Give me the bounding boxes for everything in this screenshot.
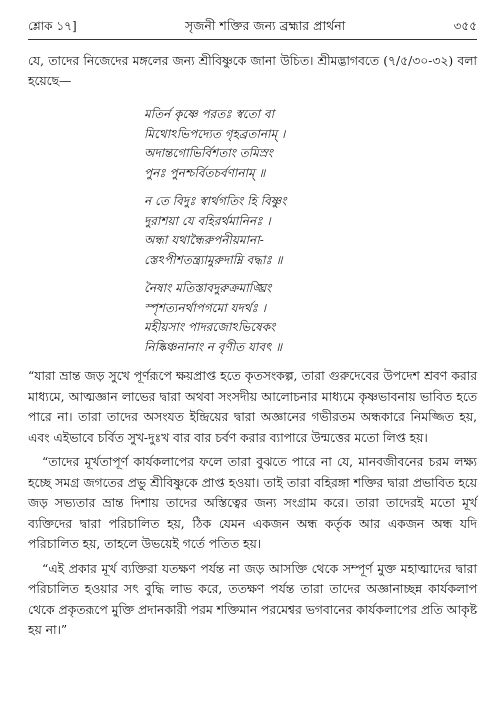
- verse-stanza-1: [144, 105, 477, 183]
- verse-line: মতির্ন কৃষ্ণে পরতঃ স্বতো বা: [144, 107, 275, 121]
- translation-paragraph: “এই প্রকার মূর্খ ব্যক্তিরা যতক্ষণ পর্যন্ত না জড় আসক্তি থেকে সম্পূর্ণ মুক্ত মহাত্মাদের দ্বারা পরিচালিত হওয়ার সৎ বুদ্ধি লাভ করে, ততক্ষণ পর্যন্ত তারা তাদের অজ্ঞানাচ্ছন্ন কার্যকলাপ থেকে প্রকৃতরূপে মুক্তি প্রদানকারী পরম শক্তিমান পরমেশ্বর ভগবানের কার্যকলাপের প্রতি আকৃষ্ট হয় না।”: [28, 561, 477, 637]
- page-number: ৩৫৫: [453, 19, 477, 33]
- verse-line: নিষ্কিঞ্চনানাং ন বৃণীত যাবৎ ॥: [144, 339, 283, 354]
- translation-body: [28, 366, 477, 641]
- running-header: [28, 18, 477, 40]
- translation-paragraph: “তাদের মূর্খতাপূর্ণ কার্যকলাপের ফলে তারা বুঝতে পারে না যে, মানবজীবনের চরম লক্ষ্য হচ্ছে সমগ্র জগতের প্রভু শ্রীবিষ্ণুকে প্রাপ্ত হওয়া। তাই তারা বহিরঙ্গা শক্তির দ্বারা প্রভাবিত হয়ে জড় সভ্যতার ভ্রান্ত দিশায় তাদের অস্তিত্বের জন্য সংগ্রাম করে। তারা তাদেরই মতো মূর্খ ব্যক্তিদের দ্বারা পরিচালিত হয়, ঠিক যেমন একজন অন্ধ কর্তৃক আর একজন অন্ধ যদি পরিচালিত হয়, তাহলে উভয়েই গর্তে পতিত হয়।: [28, 455, 477, 551]
- verse-stanza-3: [144, 279, 477, 357]
- verse-line: নৈষাং মতিস্তাবদুরুক্রমাঙ্ঘ্রিং: [144, 281, 272, 295]
- verse-line: মহীয়সাং পাদরজোঽভিষেকং: [144, 320, 276, 334]
- verse-line: স্পৃশত্যনর্থাপগমো যদর্থঃ ।: [144, 300, 267, 315]
- chapter-title: সৃজনী শক্তির জন্য ব্রহ্মার প্রার্থনা: [184, 18, 346, 33]
- verse-line: মিথোঽভিপদ্যেত গৃহব্রতানাম্ ।: [144, 126, 286, 141]
- verse-stanza-2: [144, 192, 477, 270]
- verse-line: দুরাশয়া যে বহিরর্থমানিনঃ ।: [144, 213, 271, 228]
- intro-paragraph: যে, তাদের নিজেদের মঙ্গলের জন্য শ্রীবিষ্ণুকে জানা উচিত। শ্রীমদ্ভাগবতে (৭/৫/৩০-৩২) বলা হয়েছে—: [28, 54, 477, 88]
- verse-reference: শ্লোক ১৭]: [28, 19, 77, 33]
- verse-line: পুনঃ পুনশ্চর্বিতচর্বণানাম্ ॥: [144, 165, 266, 180]
- verse-line: ন তে বিদুঃ স্বার্থগতিং হি বিষ্ণুং: [144, 194, 287, 208]
- verse-line: অদান্তগোভির্বিশতাং তমিস্রং: [144, 146, 273, 160]
- verse-line: স্তেঽপীশতন্ত্র্যামুরুদাম্নি বদ্ধাঃ ॥: [144, 252, 283, 267]
- verse-line: অন্ধা যথান্ধৈরুপনীয়মানা-: [144, 233, 264, 247]
- translation-paragraph: “যারা ভ্রান্ত জড় সুখে পূর্ণরূপে ক্ষয়প্রাপ্ত হতে কৃতসংকল্প, তারা গুরুদেবের উপদেশ শ্রবণ করার মাধ্যমে, আত্মজ্ঞান লাভের দ্বারা অথবা সংসদীয় আলোচনার মাধ্যমে কৃষ্ণভাবনায় ভাবিত হতে পারে না। তারা তাদের অসংযত ইন্দ্রিয়ের দ্বারা অজ্ঞানের গভীরতম অন্ধকারে নিমজ্জিত হয়, এবং এইভাবে চর্বিত সুখ-দুঃখ বার বার চর্বণ করার ব্যাপারে উন্মত্তের মতো লিপ্ত হয়।: [28, 369, 477, 445]
- quoted-verses: [144, 105, 477, 357]
